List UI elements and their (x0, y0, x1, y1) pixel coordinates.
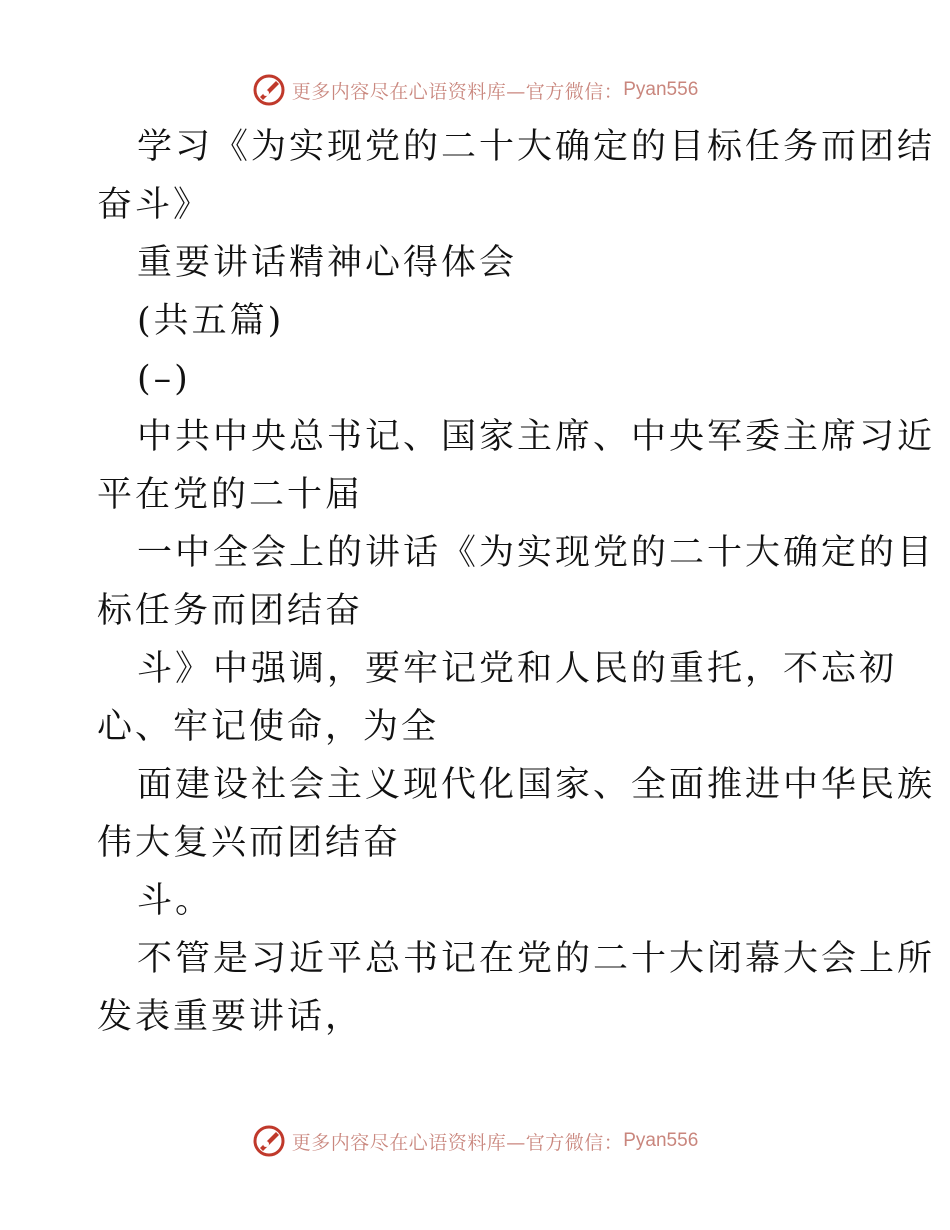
brand-logo-icon (252, 73, 286, 107)
paragraph-line: 标任务而团结奋 (97, 591, 364, 631)
paragraph-line: 一中全会上的讲话《为实现党的二十大确定的目 (137, 533, 936, 573)
paragraph-line: 发表重要讲话， (97, 997, 364, 1037)
paragraph-line: 平在党的二十届 (97, 475, 364, 515)
paragraph-line: 中共中央总书记、国家主席、中央军委主席习近 (137, 417, 936, 457)
paragraph-line: 心、牢记使命，为全 (97, 707, 440, 747)
title-line-1: 学习《为实现党的二十大确定的目标任务而团结 (137, 127, 936, 167)
count-line: (共五篇) (137, 301, 285, 341)
header-banner-id: Pyan556 (623, 79, 699, 100)
brand-logo-icon (252, 1124, 286, 1158)
section-number: (–) (137, 359, 191, 399)
title-line-2: 奋斗》 (97, 185, 212, 225)
paragraph-line: 不管是习近平总书记在党的二十大闭幕大会上所 (137, 939, 936, 979)
header-banner (0, 70, 950, 110)
document-body (97, 118, 936, 1046)
paragraph-line: 斗》中强调，要牢记党和人民的重托，不忘初 (137, 649, 898, 689)
subtitle-line: 重要讲话精神心得体会 (137, 243, 518, 283)
footer-banner (0, 1121, 950, 1161)
paragraph-line: 斗。 (137, 881, 214, 921)
footer-banner-text: 更多内容尽在心语资料库—官方微信： (291, 1131, 624, 1154)
paragraph-line: 伟大复兴而团结奋 (97, 823, 402, 863)
header-banner-text: 更多内容尽在心语资料库—官方微信： (291, 80, 624, 103)
footer-banner-id: Pyan556 (623, 1130, 699, 1151)
paragraph-line: 面建设社会主义现代化国家、全面推进中华民族 (137, 765, 936, 805)
